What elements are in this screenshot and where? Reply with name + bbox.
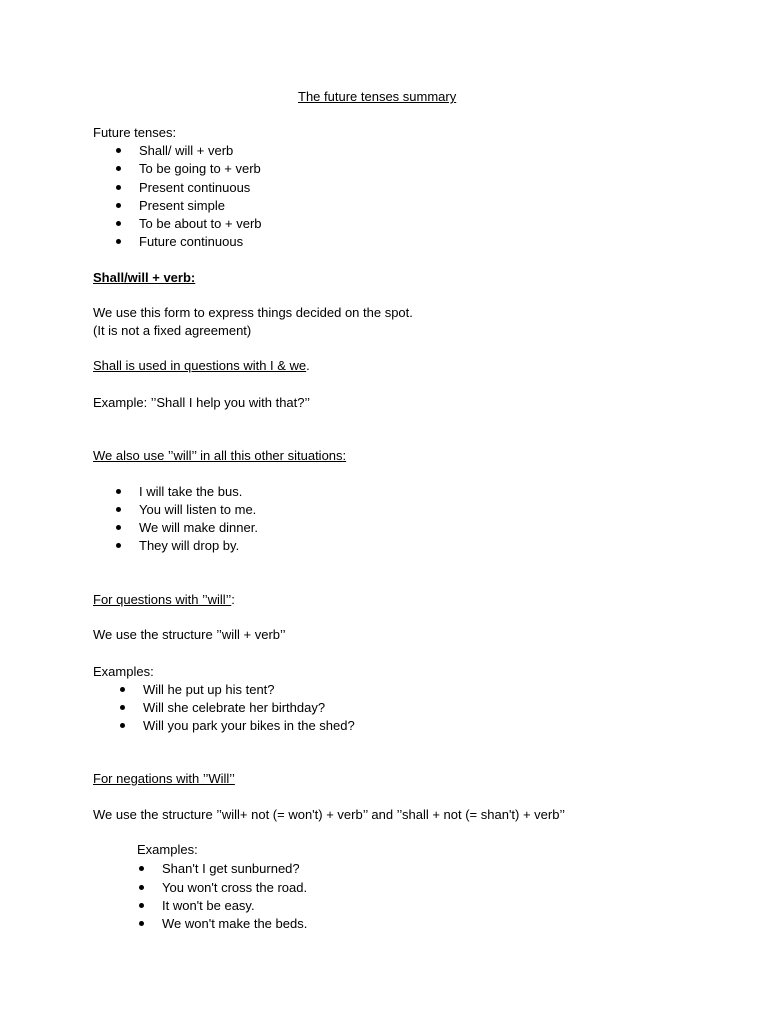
bullet-icon [116,221,121,226]
questions-heading-colon: : [231,592,235,607]
section-heading-shall-will: Shall/will + verb: [93,270,196,285]
list-item: Will she celebrate her birthday? [143,700,326,715]
future-tenses-heading: Future tenses: [93,125,177,140]
list-item: You won't cross the road. [162,880,308,895]
list-item: You will listen to me. [139,502,257,517]
list-item: Will you park your bikes in the shed? [143,718,355,733]
bullet-icon [139,903,144,908]
examples-label: Examples: [93,664,154,679]
bullet-icon [120,687,125,692]
bullet-icon [139,866,144,871]
paragraph: We use this form to express things decided on the spot. [93,305,413,320]
list-item: To be about to + verb [139,216,262,231]
bullet-icon [116,185,121,190]
bullet-icon [116,525,121,530]
list-item: Present simple [139,198,225,213]
shall-note [93,358,310,374]
bullet-icon [116,507,121,512]
list-item: I will take the bus. [139,484,243,499]
list-item: Will he put up his tent? [143,682,275,697]
list-item: Shan't I get sunburned? [162,861,300,876]
section-heading-negations: For negations with ’’Will’’ [93,771,235,786]
list-item: It won't be easy. [162,898,255,913]
bullet-icon [116,166,121,171]
bullet-icon [116,148,121,153]
bullet-icon [116,489,121,494]
section-heading-other-situations: We also use ’’will’’ in all this other situations: [93,448,347,463]
example-text: Example: ’’Shall I help you with that?’’ [93,395,311,410]
document-title: The future tenses summary [298,89,457,104]
list-item: Future continuous [139,234,244,249]
questions-heading-text: For questions with ’’will’’ [93,592,232,607]
bullet-icon [139,885,144,890]
list-item: Shall/ will + verb [139,143,234,158]
paragraph: We use the structure ’’will + verb’’ [93,627,286,642]
bullet-icon [120,705,125,710]
shall-note-period: . [306,358,310,373]
shall-note-text: Shall is used in questions with I & we [93,358,307,373]
list-item: They will drop by. [139,538,240,553]
bullet-icon [116,203,121,208]
bullet-icon [139,921,144,926]
list-item: We will make dinner. [139,520,258,535]
list-item: Present continuous [139,180,251,195]
list-item: To be going to + verb [139,161,261,176]
paragraph: (It is not a fixed agreement) [93,323,252,338]
bullet-icon [116,543,121,548]
bullet-icon [120,723,125,728]
paragraph: We use the structure ’’will+ not (= won't) + verb’’ and ’’shall + not (= shan't) + verb’’ [93,807,566,822]
section-heading-questions [93,592,235,608]
list-item: We won't make the beds. [162,916,308,931]
examples-label: Examples: [137,842,198,857]
bullet-icon [116,239,121,244]
